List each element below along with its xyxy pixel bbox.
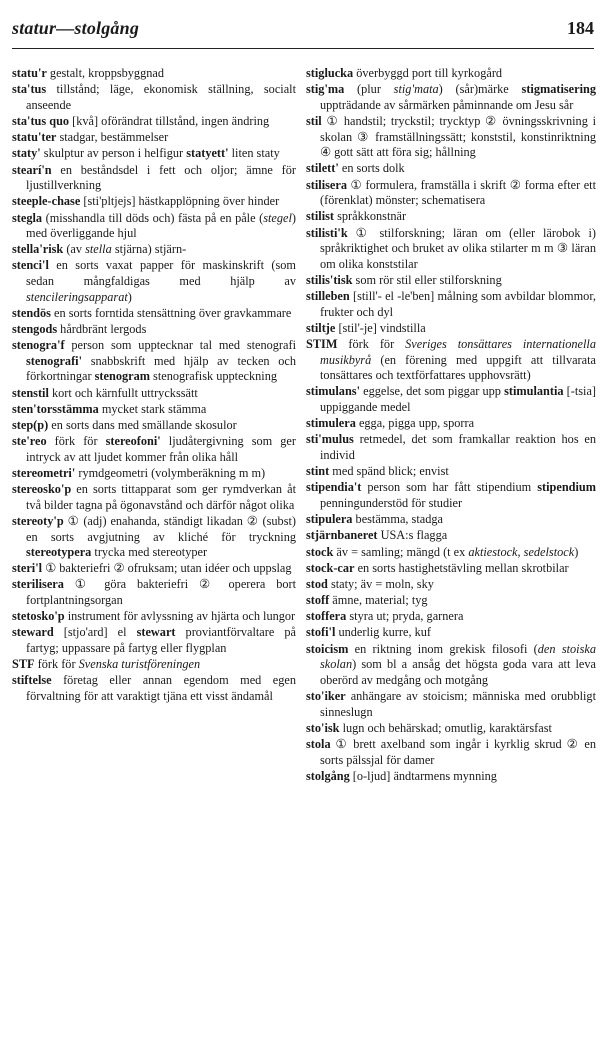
definition-text: förk för	[34, 657, 79, 672]
headword: stoffera	[306, 609, 347, 624]
dictionary-entry	[306, 689, 596, 720]
headword: stendös	[12, 305, 51, 320]
dictionary-entry	[12, 146, 296, 162]
dictionary-entry	[306, 82, 596, 113]
definition-text: (plur	[344, 82, 394, 97]
headword: sto'isk	[306, 720, 340, 735]
definition-text: USA:s flagga	[377, 528, 448, 543]
headword: stimulantia	[504, 384, 564, 399]
dictionary-entry	[12, 625, 296, 656]
definition-text: äv = samling; mängd (t ex	[333, 544, 469, 559]
headword: stewart	[136, 625, 176, 640]
dictionary-entry	[12, 386, 296, 402]
definition-text: lugn och behärskad; omutlig, karaktärsfast	[339, 720, 552, 735]
definition-text: ① göra bakteriefri ② operera bort fortplantningsorgan	[26, 577, 296, 608]
italic-text: stella	[85, 242, 112, 257]
definition-text: skulptur av person i helfigur	[40, 146, 187, 161]
dictionary-entry	[306, 625, 596, 641]
headword: stoicism	[306, 641, 349, 656]
definition-text: [-tsia] uppiggande medel	[320, 384, 596, 414]
dictionary-entry	[306, 545, 596, 561]
definition-text: snabbskrift med hjälp av tecken och förkortningar	[26, 353, 296, 384]
headword: stenogra'f	[12, 338, 65, 353]
definition-text: förk för	[337, 337, 406, 352]
definition-text: uppträdande av sårmärken påminnande om Jesu sår	[320, 97, 574, 112]
headword: stint	[306, 464, 330, 479]
dictionary-entry	[306, 161, 596, 177]
dictionary-entry	[12, 82, 296, 113]
headword: stig'ma	[306, 82, 345, 97]
definition-text: anhängare av stoicism; människa med orubbligt sinneslugn	[320, 689, 596, 719]
headword: stearí'n	[12, 162, 52, 177]
definition-text: [stjo'ard] el	[53, 625, 137, 640]
definition-text: stadgar, bestämmelser	[56, 130, 169, 145]
definition-text: ) med överliggande hjul	[26, 210, 296, 241]
definition-text: ) (sår)märke	[438, 82, 522, 97]
italic-text: stig'mata	[393, 82, 439, 97]
right-column	[306, 66, 596, 785]
definition-text: mycket stark stämma	[98, 401, 207, 416]
headword: stenci'l	[12, 258, 49, 273]
dictionary-entry	[12, 418, 296, 434]
dictionary-entry	[12, 577, 296, 608]
headword: stiglucka	[306, 66, 354, 80]
headword: sto'iker	[306, 689, 346, 703]
definition-text: eggelse, det som piggar upp	[360, 384, 505, 399]
dictionary-entry	[306, 178, 596, 209]
dictionary-entry	[306, 321, 596, 337]
definition-text: [still'- el -le'ben] målning som avbildar blommor, frukter och dyl	[320, 289, 596, 319]
definition-text: staty; äv = moln, sky	[327, 576, 434, 591]
headword: sta'tus quo	[12, 113, 70, 128]
headword: stock-car	[306, 560, 355, 575]
dictionary-entry	[12, 482, 296, 513]
dictionary-entry	[306, 384, 596, 415]
definition-text: gestalt, kroppsbyggnad	[46, 66, 164, 80]
definition-text: styra ut; pryda, garnera	[346, 609, 464, 624]
headword: stofi'l	[306, 625, 336, 640]
headword: stiltje	[306, 320, 336, 335]
headword: staty'	[12, 146, 41, 161]
dictionary-entry	[306, 273, 596, 289]
definition-text: ① formulera, framställa i skrift ② forma efter ett (förenklat) mönster; schematisera	[320, 177, 596, 208]
headword: steward	[12, 625, 54, 640]
dictionary-entry	[306, 721, 596, 737]
dictionary-entry	[12, 258, 296, 305]
headword: stola	[306, 736, 331, 751]
headword: stegla	[12, 210, 43, 225]
definition-text: ① stilforskning; läran om (eller lärobok i) språkriktighet och bruket av olika stilarter m m ③ läran om olika konststilar	[320, 225, 596, 271]
headword: stjärnbaneret	[306, 528, 378, 543]
definition-text: liten staty	[228, 146, 280, 161]
definition-text: [stil'-je] vindstilla	[335, 320, 426, 335]
italic-text: stencileringsapparat	[26, 289, 128, 304]
headword: stipulera	[306, 512, 353, 527]
italic-text: aktiestock, sedelstock	[468, 544, 575, 559]
headword: stilisti'k	[306, 225, 348, 240]
definition-text: som rör stil eller stilforskning	[352, 272, 502, 287]
definition-text: (av	[63, 242, 86, 257]
definition-text: hårdbränt lergods	[57, 322, 147, 337]
definition-text: )	[574, 544, 579, 559]
definition-text: bestämma, stadga	[352, 512, 443, 527]
dictionary-entry	[306, 528, 596, 544]
dictionary-entry	[12, 434, 296, 465]
headword: stilis'tisk	[306, 272, 353, 287]
dictionary-entry	[12, 130, 296, 146]
dictionary-entry	[306, 226, 596, 273]
definition-text: en sorts tittapparat som ger rymdverkan åt två bilder tagna på ögonavstånd och därför något olika	[26, 482, 296, 512]
definition-text: en sorts vaxat papper för maskinskrift (som sedan mångfaldigas med hjälp av	[26, 258, 296, 289]
headword: STIM	[306, 337, 338, 352]
left-column	[12, 66, 296, 705]
headword: stenstil	[12, 385, 49, 400]
headword: sta'tus	[12, 82, 47, 97]
headword: stetosko'p	[12, 609, 65, 624]
dictionary-entry	[12, 402, 296, 418]
italic-text: Sveriges tonsättares internationella musikbyrå	[320, 337, 596, 367]
header-rule	[12, 48, 594, 49]
dictionary-entry	[306, 209, 596, 225]
headword: stod	[306, 576, 328, 591]
headword: stilleben	[306, 289, 350, 304]
definition-text: tillstånd; läge, ekonomisk ställning, socialt anseende	[26, 82, 296, 112]
headword: stenografi'	[26, 353, 83, 368]
dictionary-entry	[12, 561, 296, 577]
headword: stolgång	[306, 768, 350, 783]
dictionary-entry	[12, 657, 296, 673]
definition-text: ljudåtergivning som ger intryck av att ljudet kommer från olika håll	[26, 434, 296, 464]
headword: sten'torsstämma	[12, 401, 99, 416]
dictionary-entry	[306, 593, 596, 609]
dictionary-entry	[306, 737, 596, 768]
headword: steeple-chase	[12, 194, 81, 209]
headword: stilist	[306, 209, 335, 224]
headword: statu'r	[12, 66, 47, 80]
definition-text: en sorts forntida stensättning över gravkammare	[50, 305, 292, 320]
definition-text: med spänd blick; envist	[329, 464, 449, 479]
dictionary-entry	[12, 194, 296, 210]
headword: stimulera	[306, 416, 356, 431]
definition-text: överbyggd port till kyrkogård	[353, 66, 503, 80]
headword: stoff	[306, 593, 330, 608]
definition-text: (en förening med uppgift att tillvarata tonsättares och textförfattares upphovsrätt)	[320, 352, 596, 383]
dictionary-entry	[12, 163, 296, 194]
headword: stereoty'p	[12, 513, 64, 528]
page-header	[12, 14, 594, 44]
dictionary-entry	[306, 114, 596, 161]
headword: stiftelse	[12, 673, 52, 688]
definition-text: instrument för avlyssning av hjärta och lungor	[64, 609, 296, 624]
dictionary-entry	[306, 66, 596, 82]
headword: stigmatisering	[521, 82, 596, 97]
dictionary-entry	[306, 432, 596, 463]
definition-text: underlig kurre, kuf	[335, 625, 431, 640]
definition-text: person som upptecknar tal med stenografi	[64, 338, 296, 353]
definition-text: ① (adj) enahanda, ständigt likadan ② (subst) en sorts avgjutning av kliché för tryckning	[26, 513, 296, 544]
headword: ste'reo	[12, 434, 47, 449]
italic-text: stegel	[263, 210, 292, 225]
definition-text: ① brett axelband som ingår i kyrklig skrud ② en sorts pälssjal för damer	[320, 736, 596, 767]
dictionary-entry	[306, 512, 596, 528]
headword: sti'mulus	[306, 432, 354, 447]
headword: stereosko'p	[12, 482, 72, 497]
definition-text: [o-ljud] ändtarmens mynning	[349, 768, 497, 783]
definition-text: )	[127, 289, 132, 304]
headword: statu'ter	[12, 130, 57, 145]
definition-text: stenografisk uppteckning	[149, 369, 278, 384]
headword: steri'l	[12, 561, 43, 576]
dictionary-entry	[306, 464, 596, 480]
definition-text: ① handstil; tryckstil; trycktyp ② övningsskrivning i skolan ③ framställningssätt; konststil, konstinriktning ④ gott sätt att föra sig; hållning	[320, 113, 596, 160]
definition-text: proviantförvaltare på fartyg; uppassare på fartyg eller flygplan	[26, 625, 296, 656]
dictionary-entry	[12, 466, 296, 482]
headword: STF	[12, 657, 35, 672]
dictionary-entry	[306, 337, 596, 384]
dictionary-entry	[12, 114, 296, 130]
definition-text: retmedel, det som framkallar reaktion hos en individ	[320, 432, 596, 462]
headword: stilisera	[306, 177, 347, 192]
definition-text: språkkonstnär	[334, 209, 407, 224]
headword: step(p)	[12, 417, 49, 432]
headword: stella'risk	[12, 242, 64, 257]
dictionary-entry	[306, 480, 596, 511]
headword: stock	[306, 544, 334, 559]
definition-text: egga, pigga upp, sporra	[355, 416, 475, 431]
definition-text: en beståndsdel i fett och oljor; ämne för ljustillverkning	[26, 162, 296, 193]
headword: stipendium	[537, 480, 596, 495]
headword: statyett'	[186, 146, 229, 161]
headword: stipendia't	[306, 480, 362, 495]
dictionary-entry	[12, 514, 296, 561]
definition-text: företag eller annan egendom med egen förvaltning för att varaktigt tjäna ett visst ändamål	[26, 673, 296, 703]
dictionary-entry	[12, 306, 296, 322]
dictionary-entry	[12, 609, 296, 625]
definition-text: (misshandla till döds och) fästa på en påle (	[42, 210, 264, 225]
dictionary-entry	[306, 769, 596, 785]
definition-text: ) som bl a ansåg det högsta goda vara att leva oberörd av medgång och motgång	[320, 657, 596, 687]
definition-text: trycka med stereotyper	[91, 545, 208, 560]
dictionary-entry	[12, 242, 296, 258]
definition-text: förk för	[46, 434, 106, 449]
italic-text: Svenska turistföreningen	[78, 657, 201, 672]
dictionary-entry	[306, 416, 596, 432]
definition-text: en sorts dolk	[338, 161, 405, 176]
definition-text: en sorts hastighetstävling mellan skrotbilar	[354, 560, 569, 575]
headword: stereotypera	[26, 545, 92, 560]
definition-text: ämne, material; tyg	[329, 593, 428, 608]
dictionary-entry	[306, 561, 596, 577]
definition-text: person som har fått stipendium	[361, 480, 538, 495]
definition-text: [sti'pltjejs] hästkapplöpning över hinder	[80, 194, 280, 209]
dictionary-entry	[12, 673, 296, 704]
headword: stil	[306, 113, 322, 128]
page-number: 184	[567, 18, 594, 38]
dictionary-entry	[12, 211, 296, 242]
headword: stilett'	[306, 161, 339, 176]
dictionary-entry	[12, 66, 296, 82]
definition-text: en riktning inom grekisk filosofi (	[348, 641, 538, 656]
dictionary-entry	[306, 577, 596, 593]
definition-text: ① bakteriefri ② ofruksam; utan idéer och uppslag	[42, 561, 292, 576]
dictionary-entry	[306, 642, 596, 689]
definition-text: stjärna) stjärn-	[111, 242, 187, 257]
definition-text: penningunderstöd för studier	[320, 495, 463, 510]
running-head: statur—stolgång	[12, 18, 140, 38]
dictionary-entry	[12, 338, 296, 385]
definition-text: [kvå] oförändrat tillstånd, ingen ändring	[69, 113, 270, 128]
headword: sterilisera	[12, 577, 64, 592]
headword: stereofoni'	[105, 434, 161, 449]
italic-text: den stoiska skolan	[320, 641, 596, 672]
dictionary-entry	[306, 289, 596, 320]
definition-text: rymdgeometri (volymberäkning m m)	[75, 465, 266, 480]
dictionary-entry	[12, 322, 296, 338]
definition-text: kort och kärnfullt uttryckssätt	[48, 385, 198, 400]
headword: stengods	[12, 322, 58, 337]
headword: stimulans'	[306, 384, 360, 399]
definition-text: en sorts dans med smällande skosulor	[48, 417, 237, 432]
headword: stenogram	[94, 369, 150, 384]
headword: stereometri'	[12, 465, 76, 480]
dictionary-entry	[306, 609, 596, 625]
